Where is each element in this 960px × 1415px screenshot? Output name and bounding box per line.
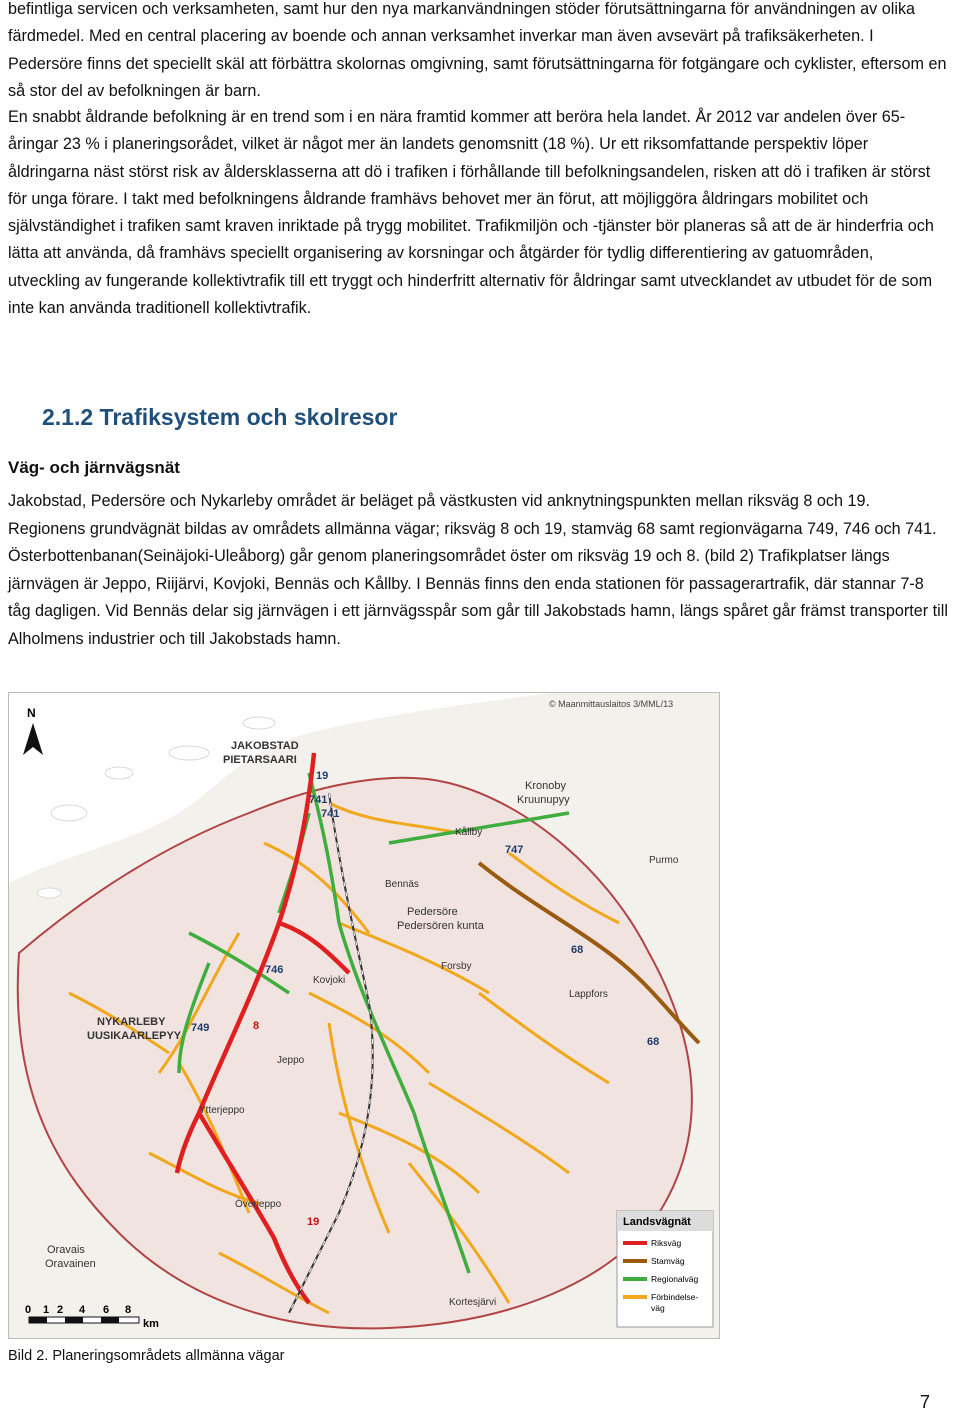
- scale-unit: km: [143, 1318, 159, 1330]
- road-label-741-b: 741: [321, 808, 340, 820]
- scale-tick-8: 8: [125, 1304, 132, 1316]
- scale-tick-2: 2: [57, 1304, 64, 1316]
- road-label-19-south: 19: [307, 1216, 320, 1228]
- place-oravainen: Oravainen: [45, 1258, 96, 1270]
- figure-caption: Bild 2. Planeringsområdets allmänna vägar: [8, 1348, 285, 1364]
- place-jakobstad: JAKOBSTAD: [231, 740, 299, 752]
- legend-label-stamvag: Stamväg: [651, 1256, 685, 1266]
- place-pedersoren: Pedersören kunta: [397, 920, 484, 932]
- place-nykarleby: NYKARLEBY: [97, 1016, 166, 1028]
- legend-label-forbindelsevag-2: väg: [651, 1303, 665, 1313]
- north-label: N: [27, 706, 36, 720]
- scale-tick-6: 6: [103, 1304, 110, 1316]
- place-kortesjarvi: Kortesjärvi: [449, 1297, 497, 1308]
- place-bennas: Bennäs: [385, 879, 419, 890]
- legend-label-forbindelsevag: Förbindelse-: [651, 1292, 699, 1302]
- road-label-8: 8: [253, 1020, 260, 1032]
- page-number: 7: [919, 1392, 930, 1412]
- place-uusikaarlepyy: UUSIKAARLEPYY: [87, 1030, 182, 1042]
- map-legend: [617, 1211, 713, 1327]
- place-pietarsaari: PIETARSAARI: [223, 754, 297, 766]
- place-lappfors: Lappfors: [569, 989, 608, 1000]
- body-paragraph-1: befintliga servicen och verksamheten, samt hur den nya markanvändningen stöder förutsättningarna för användningen av olika färdmedel. Med en central placering av boende och annan verksamhet inverkar man även avsevärt på trafiksäkerheten. I Pedersöre finns det speciellt skäl att förbättra skolornas omgivning, samt förutsättningarna för fotgängare och cyklister, eftersom en så stor del av befolkningen är barn.: [8, 0, 947, 100]
- place-kronoby: Kronoby: [525, 780, 566, 792]
- road-label-741-a: 741: [309, 794, 328, 806]
- legend-label-riksvag: Riksväg: [651, 1238, 682, 1248]
- legend-label-regionalvag: Regionalväg: [651, 1274, 699, 1284]
- map-copyright: © Maanmittauslaitos 3/MML/13: [549, 699, 674, 709]
- place-overjeppo: Överjeppo: [235, 1199, 282, 1210]
- map-svg: [9, 693, 719, 1338]
- road-network-map: [8, 692, 720, 1339]
- body-paragraph-3: Jakobstad, Pedersöre och Nykarleby området är beläget på västkusten vid anknytningspunkten mellan riksväg 8 och 19. Regionens grundvägnät bildas av områdets allmänna vägar; riksväg 8 och 19, stamväg 68 samt regionvägarna 749, 746 och 741. Österbottenbanan(Seinäjoki-Uleåborg) går genom planeringsområdet öster om riksväg 19 och 8. (bild 2) Trafikplatser längs järnvägen är Jeppo, Riijärvi, Kovjoki, Bennäs och Kållby. I Bennäs finns den enda stationen för passagerartrafik, där stannar 7-8 tåg dagligen. Vid Bennäs delar sig järnvägen i ett järnvägsspår som går till Jakobstads hamn, längs spåret går främst transporter till Alholmens industrier och till Jakobstads hamn.: [8, 492, 948, 648]
- place-jeppo: Jeppo: [277, 1055, 305, 1066]
- place-kallby: Kållby: [455, 827, 483, 838]
- place-pedersore: Pedersöre: [407, 906, 458, 918]
- place-purmo: Purmo: [649, 855, 679, 866]
- place-ytterjeppo: Ytterjeppo: [199, 1105, 245, 1116]
- place-forsby: Forsby: [441, 961, 472, 972]
- scale-tick-0: 0: [25, 1304, 32, 1316]
- scale-tick-4: 4: [79, 1304, 86, 1316]
- road-label-746: 746: [265, 964, 284, 976]
- road-label-19-north: 19: [316, 770, 329, 782]
- subheading: Väg- och järnvägsnät: [8, 458, 180, 477]
- road-label-749: 749: [191, 1022, 210, 1034]
- road-label-68-a: 68: [571, 944, 584, 956]
- road-label-747: 747: [505, 844, 524, 856]
- body-paragraph-2: En snabbt åldrande befolkning är en trend som i en nära framtid kommer att beröra hela landet. År 2012 var andelen över 65- åringar 23 % i planeringsorådet, vilket är något mer än landets genomsnitt (18 %). Ur ett riksomfattande perspektiv löper åldringarna näst störst risk av åldersklasserna att dö i trafiken i förhållande till befolkningsandelen, risken att dö i trafiken är störst för unga förare. I takt med befolkningens åldrande framhävs behovet mer än förut, att möjliggöra åldringars mobilitet och självständighet i trafiken samt kraven inriktade på trygg mobilitet. Trafikmiljön och -tjänster bör planeras så att de är hinderfria och lätta att använda, då framhävs speciellt organisering av korsningar och åtgärder för tydlig differentiering av gatuområden, utveckling av fungerande kollektivtrafik till ett tryggt och hinderfritt alternativ för åldringar samt utvecklandet av utbudet för de som inte kan använda traditionell kollektivtrafik.: [8, 108, 934, 318]
- legend-title: Landsvägnät: [623, 1216, 691, 1228]
- scale-tick-1: 1: [43, 1304, 50, 1316]
- place-kovjoki: Kovjoki: [313, 975, 346, 986]
- section-heading: 2.1.2 Trafiksystem och skolresor: [42, 404, 398, 430]
- road-label-68-b: 68: [647, 1036, 660, 1048]
- place-oravais: Oravais: [47, 1244, 85, 1256]
- place-kruunupyy: Kruunupyy: [517, 794, 570, 806]
